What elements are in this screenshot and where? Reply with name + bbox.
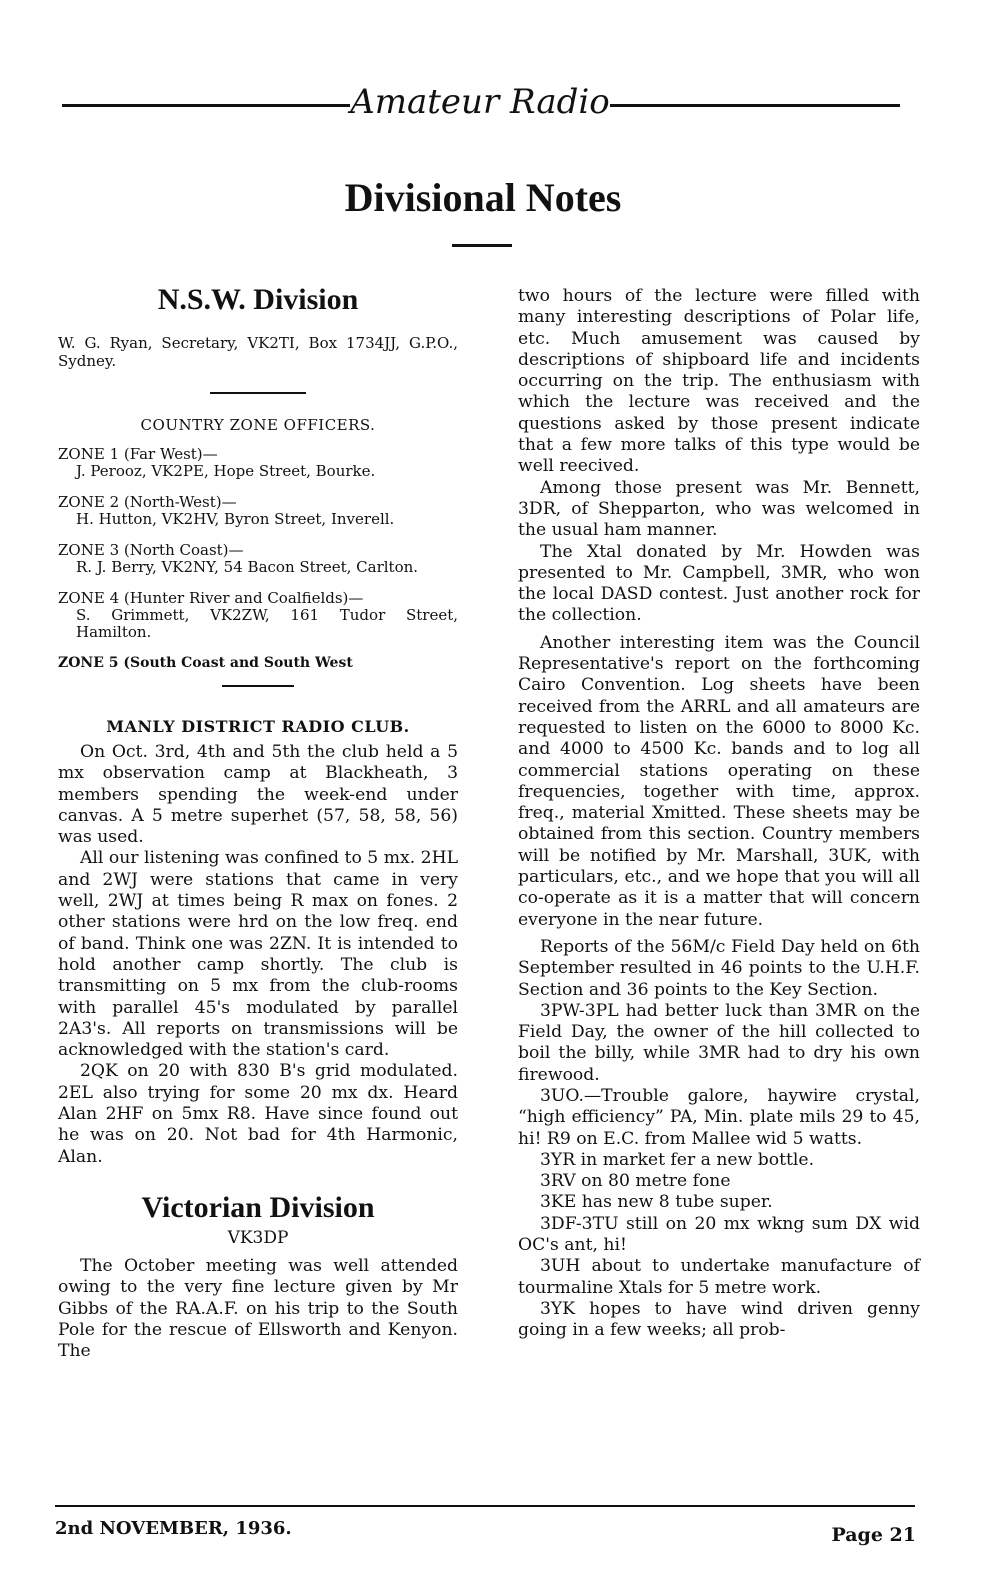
victorian-paragraph: The October meeting was well attended owing to the very fine lecture given by Mr Gibbs of the RA.A.F. on his trip to the South Pole for the rescue of Ellsworth and Kenyon. The bbox=[58, 1255, 458, 1362]
zone-body: S. Grimmett, VK2ZW, 161 Tudor Street, Hamilton. bbox=[76, 606, 458, 641]
zone-body: J. Perooz, VK2PE, Hope Street, Bourke. bbox=[76, 462, 376, 480]
divider bbox=[222, 685, 294, 687]
victorian-paragraph: 3PW-3PL had better luck than 3MR on the Field Day, the owner of the hill collected to boil the billy, while 3MR had to dry his own firewood. bbox=[518, 1000, 920, 1085]
victorian-division-heading: Victorian Division bbox=[141, 1190, 375, 1224]
masthead-rule-left bbox=[62, 104, 350, 107]
zone-head: ZONE 2 (North-West)— bbox=[58, 493, 237, 511]
left-column bbox=[58, 282, 458, 1362]
zone-officers-heading: COUNTRY ZONE OFFICERS. bbox=[140, 416, 376, 434]
zone-entry bbox=[58, 494, 458, 528]
nsw-division-heading: N.S.W. Division bbox=[157, 283, 359, 316]
victorian-paragraph: Another interesting item was the Council Representative's report on the forthcoming Cairo Convention. Log sheets have been received from the ARRL and all amateurs are requested to listen on the 6000 to 8000 Kc. and 4000 to 4500 Kc. bands and to log all commercial stations operating on these frequencies, together with time, approx. freq., material Xmitted. These sheets may be obtained from this section. Country members will be notified by Mr. Marshall, 3UK, with particulars, etc., and we hope that you will all co-operate as it is a matter that will concern everyone in the near future. bbox=[518, 632, 920, 930]
manly-paragraph: On Oct. 3rd, 4th and 5th the club held a 5 mx observation camp at Blackheath, 3 members spending the week-end under canvas. A 5 metre superhet (57, 58, 58, 56) was used. bbox=[58, 742, 458, 848]
zone-body: H. Hutton, VK2HV, Byron Street, Inverell. bbox=[76, 510, 395, 528]
victorian-paragraph: 3KE has new 8 tube super. bbox=[540, 1192, 773, 1213]
zone-5-entry: ZONE 5 (South Coast and South West bbox=[58, 655, 353, 671]
issue-date: 2nd NOVEMBER, 1936. bbox=[55, 1518, 292, 1539]
zone-entry bbox=[58, 542, 458, 576]
zone-head: ZONE 1 (Far West)— bbox=[58, 445, 218, 463]
zone-head: ZONE 4 (Hunter River and Coalfields)— bbox=[58, 589, 364, 607]
victorian-paragraph: 3YR in market fer a new bottle. bbox=[540, 1149, 815, 1170]
masthead-rule-right bbox=[610, 104, 900, 107]
victorian-callsign: VK3DP bbox=[227, 1227, 289, 1248]
title-rule bbox=[452, 244, 512, 247]
victorian-paragraph: 3YK hopes to have wind driven genny going in a few weeks; all prob- bbox=[518, 1298, 920, 1341]
victorian-paragraph: 3DF-3TU still on 20 mx wkng sum DX wid OC's ant, hi! bbox=[518, 1213, 920, 1256]
victorian-paragraph: 3UO.—Trouble galore, haywire crystal, “high efficiency” PA, Min. plate mils 29 to 45, hi! R9 on E.C. from Mallee wid 5 watts. bbox=[518, 1085, 920, 1149]
page-title: Divisional Notes bbox=[344, 175, 622, 220]
right-column bbox=[518, 286, 920, 1342]
page-number: Page 21 bbox=[831, 1524, 916, 1546]
divider bbox=[210, 392, 306, 394]
victorian-paragraph: Among those present was Mr. Bennett, 3DR, of Shepparton, who was welcomed in the usual ham manner. bbox=[518, 477, 920, 541]
victorian-paragraph: Reports of the 56M/c Field Day held on 6th September resulted in 46 points to the U.H.F. Section and 36 points to the Key Section. bbox=[518, 936, 920, 1000]
victorian-paragraph: two hours of the lecture were filled with many interesting descriptions of Polar life, etc. Much amusement was caused by descriptions of shipboard life and incidents occurring on the trip. The enthusiasm with which the lecture was received and the questions asked by those present indicate that a few more talks of this type would be well reecived. bbox=[518, 286, 920, 477]
manly-paragraph: All our listening was confined to 5 mx. 2HL and 2WJ were stations that came in very well, 2WJ at times being R max on fones. 2 other stations were hrd on the low freq. end of band. Think one was 2ZN. It is intended to hold another camp shortly. The club is transmitting on 5 mx from the club-rooms with parallel 45's modulated by parallel 2A3's. All reports on transmissions will be acknowledged with the station's card. bbox=[58, 848, 458, 1061]
manly-club-heading: MANLY DISTRICT RADIO CLUB. bbox=[106, 717, 410, 736]
zone-entry bbox=[58, 590, 458, 641]
victorian-paragraph: 3RV on 80 metre fone bbox=[540, 1171, 731, 1192]
masthead-title: Amateur Radio bbox=[350, 82, 610, 122]
victorian-paragraph: The Xtal donated by Mr. Howden was presented to Mr. Campbell, 3MR, who won the local DASD contest. Just another rock for the collection. bbox=[518, 541, 920, 626]
zone-body: R. J. Berry, VK2NY, 54 Bacon Street, Carlton. bbox=[76, 558, 419, 576]
footer-rule bbox=[55, 1505, 915, 1507]
masthead bbox=[62, 82, 900, 122]
zone-entry bbox=[58, 446, 458, 480]
nsw-secretary: W. G. Ryan, Secretary, VK2TI, Box 1734JJ, G.P.O., Sydney. bbox=[58, 334, 458, 370]
zone-head: ZONE 3 (North Coast)— bbox=[58, 541, 244, 559]
manly-paragraph: 2QK on 20 with 830 B's grid modulated. 2EL also trying for some 20 mx dx. Heard Alan 2HF on 5mx R8. Have since found out he was on 20. Not bad for 4th Harmonic, Alan. bbox=[58, 1061, 458, 1167]
victorian-paragraph: 3UH about to undertake manufacture of tourmaline Xtals for 5 metre work. bbox=[518, 1256, 920, 1298]
